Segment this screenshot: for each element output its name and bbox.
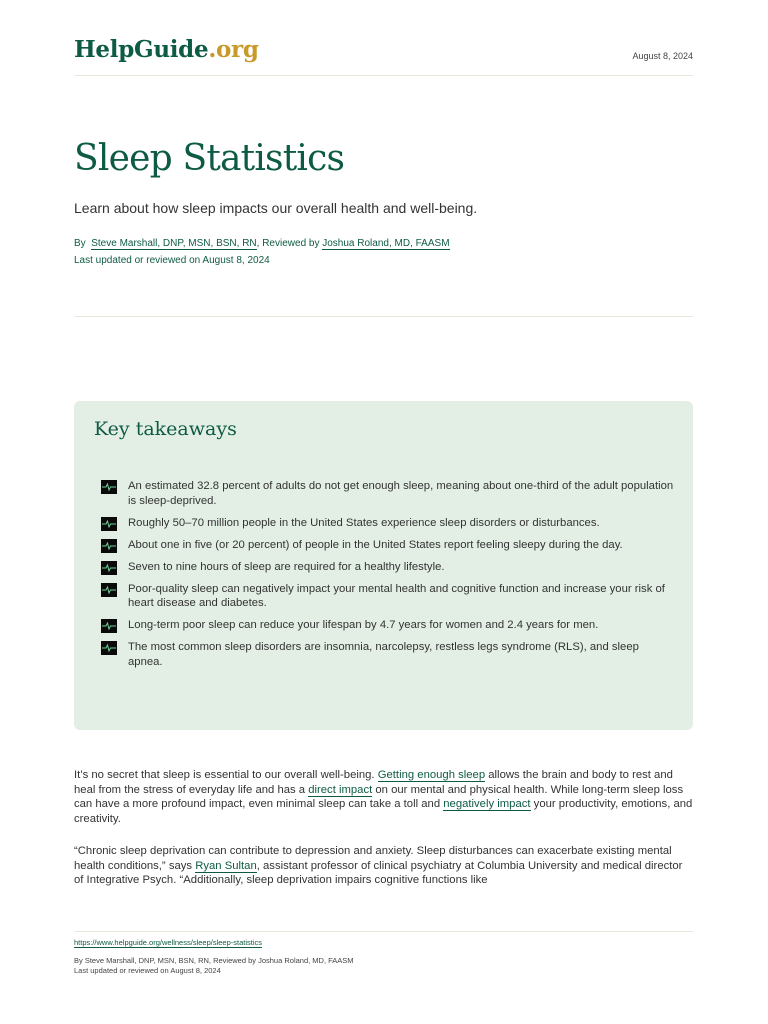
page-title: Sleep Statistics (74, 138, 345, 179)
footer-last-updated: Last updated or reviewed on August 8, 2024 (74, 966, 221, 975)
direct-impact-link[interactable]: direct impact (308, 783, 373, 796)
getting-enough-sleep-link[interactable]: Getting enough sleep (377, 769, 486, 781)
takeaway-item (101, 640, 676, 669)
takeaway-text: Seven to nine hours of sleep are required for a healthy lifestyle. (128, 560, 445, 573)
takeaway-item (101, 560, 676, 575)
takeaway-text: Roughly 50–70 million people in the United States experience sleep disorders or disturbances. (128, 516, 600, 529)
takeaway-text: About one in five (or 20 percent) of people in the United States report feeling sleepy during the day. (128, 538, 623, 551)
body-paragraph-2 (74, 844, 693, 888)
paragraph-text: , assistant professor of clinical psychiatry at Columbia University and medical director of Integrative Psych. “Additionally, sleep deprivation impairs cognitive functions like (74, 859, 683, 886)
heartbeat-icon (101, 583, 117, 597)
key-takeaways-list (101, 479, 676, 677)
key-takeaways-box (74, 401, 693, 730)
takeaway-text: Poor-quality sleep can negatively impact your mental health and cognitive function and increase your risk of heart disease and diabetes. (128, 582, 665, 609)
paragraph-text: “Chronic sleep deprivation can contribute to depression and anxiety. Sleep disturbances can exacerbate existing mental health conditions,” says (74, 845, 672, 872)
byline (74, 238, 450, 249)
key-takeaways-heading: Key takeaways (94, 418, 237, 440)
takeaway-item (101, 538, 676, 553)
heartbeat-icon (101, 539, 117, 553)
reviewed-prefix: , Reviewed by (256, 238, 320, 249)
takeaway-item (101, 582, 676, 611)
paragraph-text: on our mental and physical health. While long-term sleep loss can have a more profound impact, even minimal sleep can take a toll and (74, 783, 684, 810)
site-header (74, 36, 693, 76)
takeaway-item (101, 618, 676, 633)
ryan-sultan-link[interactable]: Ryan Sultan (195, 859, 257, 872)
site-logo[interactable] (74, 36, 259, 63)
heartbeat-icon (101, 561, 117, 575)
footer-byline: By Steve Marshall, DNP, MSN, BSN, RN, Reviewed by Joshua Roland, MD, FAASM (74, 956, 354, 965)
heartbeat-icon (101, 517, 117, 531)
takeaway-text: The most common sleep disorders are insomnia, narcolepsy, restless legs syndrome (RLS), and sleep apnea. (128, 641, 639, 668)
heartbeat-icon (101, 641, 117, 655)
negatively-impact-link[interactable]: negatively impact (443, 798, 531, 810)
paragraph-text: It’s no secret that sleep is essential to our overall well-being. (74, 769, 378, 781)
logo-suffix: .org (208, 36, 259, 63)
takeaway-text: Long-term poor sleep can reduce your lifespan by 4.7 years for women and 2.4 years for men. (128, 619, 599, 631)
heartbeat-icon (101, 480, 117, 494)
author-link[interactable]: Steve Marshall, DNP, MSN, BSN, RN (91, 238, 257, 249)
footer-url-link[interactable]: https://www.helpguide.org/wellness/sleep/sleep-statistics (74, 938, 263, 947)
paragraph-text: allows the brain and body to rest and heal from the stress of everyday life and has a (74, 769, 673, 796)
logo-main: HelpGuide (74, 36, 209, 63)
footer-divider (74, 931, 693, 932)
byline-prefix: By (74, 238, 86, 249)
header-date: August 8, 2024 (632, 51, 693, 61)
body-paragraph-1 (74, 768, 693, 826)
page-subtitle: Learn about how sleep impacts our overall health and well-being. (74, 200, 478, 216)
heartbeat-icon (101, 619, 117, 633)
paragraph-text: your productivity, emotions, and creativity. (74, 798, 693, 825)
takeaway-text: An estimated 32.8 percent of adults do not get enough sleep, meaning about one-third of the adult population is sleep-deprived. (128, 480, 674, 507)
takeaway-item (101, 516, 676, 531)
takeaway-item (101, 479, 676, 508)
header-divider (74, 316, 693, 317)
last-updated: Last updated or reviewed on August 8, 2024 (74, 255, 270, 266)
reviewer-link[interactable]: Joshua Roland, MD, FAASM (322, 238, 450, 249)
